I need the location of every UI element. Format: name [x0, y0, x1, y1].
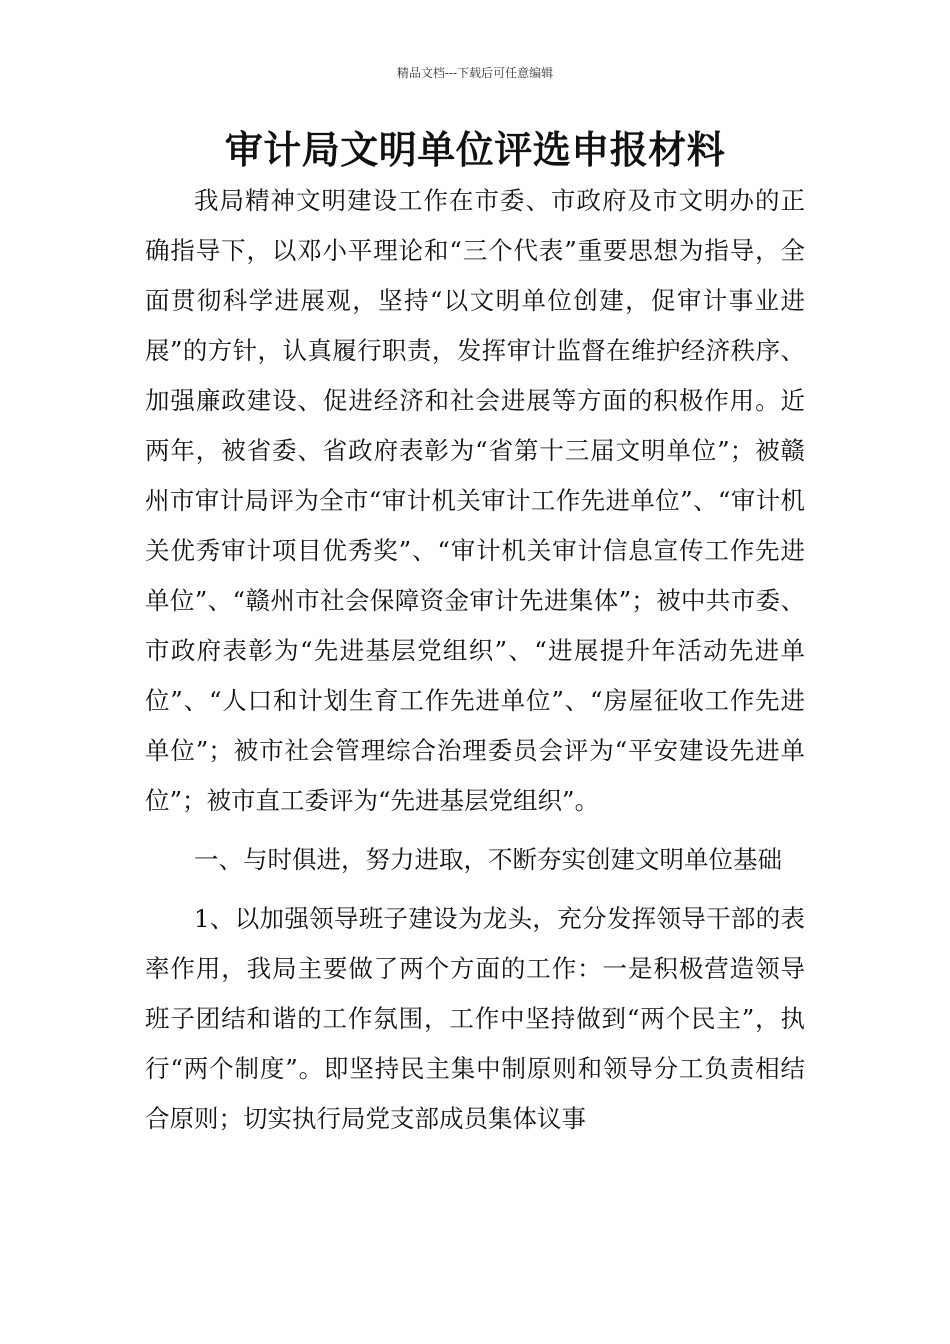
header-note: 精品文档---下载后可任意编辑: [396, 66, 554, 80]
document-body: [145, 176, 805, 1144]
paragraph-intro: 我局精神文明建设工作在市委、市政府及市文明办的正确指导下，以邓小平理论和“三个代表”重要思想为指导，全面贯彻科学进展观，坚持“以文明单位创建，促审计事业进展”的方针，认真履行职责，发挥审计监督在维护经济秩序、加强廉政建设、促进经济和社会进展等方面的积极作用。近两年，被省委、省政府表彰为“省第十三届文明单位”；被赣州市审计局评为全市“审计机关审计工作先进单位”、“审计机关优秀审计项目优秀奖”、“审计机关审计信息宣传工作先进单位”、“赣州市社会保障资金审计先进集体”；被中共市委、市政府表彰为“先进基层党组织”、“进展提升年活动先进单位”、“人口和计划生育工作先进单位”、“房屋征收工作先进单位”；被市社会管理综合治理委员会评为“平安建设先进单位”；被市直工委评为“先进基层党组织”。: [145, 186, 805, 815]
section-heading-1: 一、与时俱进，努力进取，不断夯实创建文明单位基础: [194, 845, 782, 874]
paragraph-item-1: 1、以加强领导班子建设为龙头，充分发挥领导干部的表率作用，我局主要做了两个方面的工作：一是积极营造领导班子团结和谐的工作氛围，工作中坚持做到“两个民主”，执行“两个制度”。即坚持民主集中制原则和领导分工负责相结合原则；切实执行局党支部成员集体议事: [145, 904, 805, 1133]
document-title: 审计局文明单位评选申报材料: [224, 128, 726, 172]
